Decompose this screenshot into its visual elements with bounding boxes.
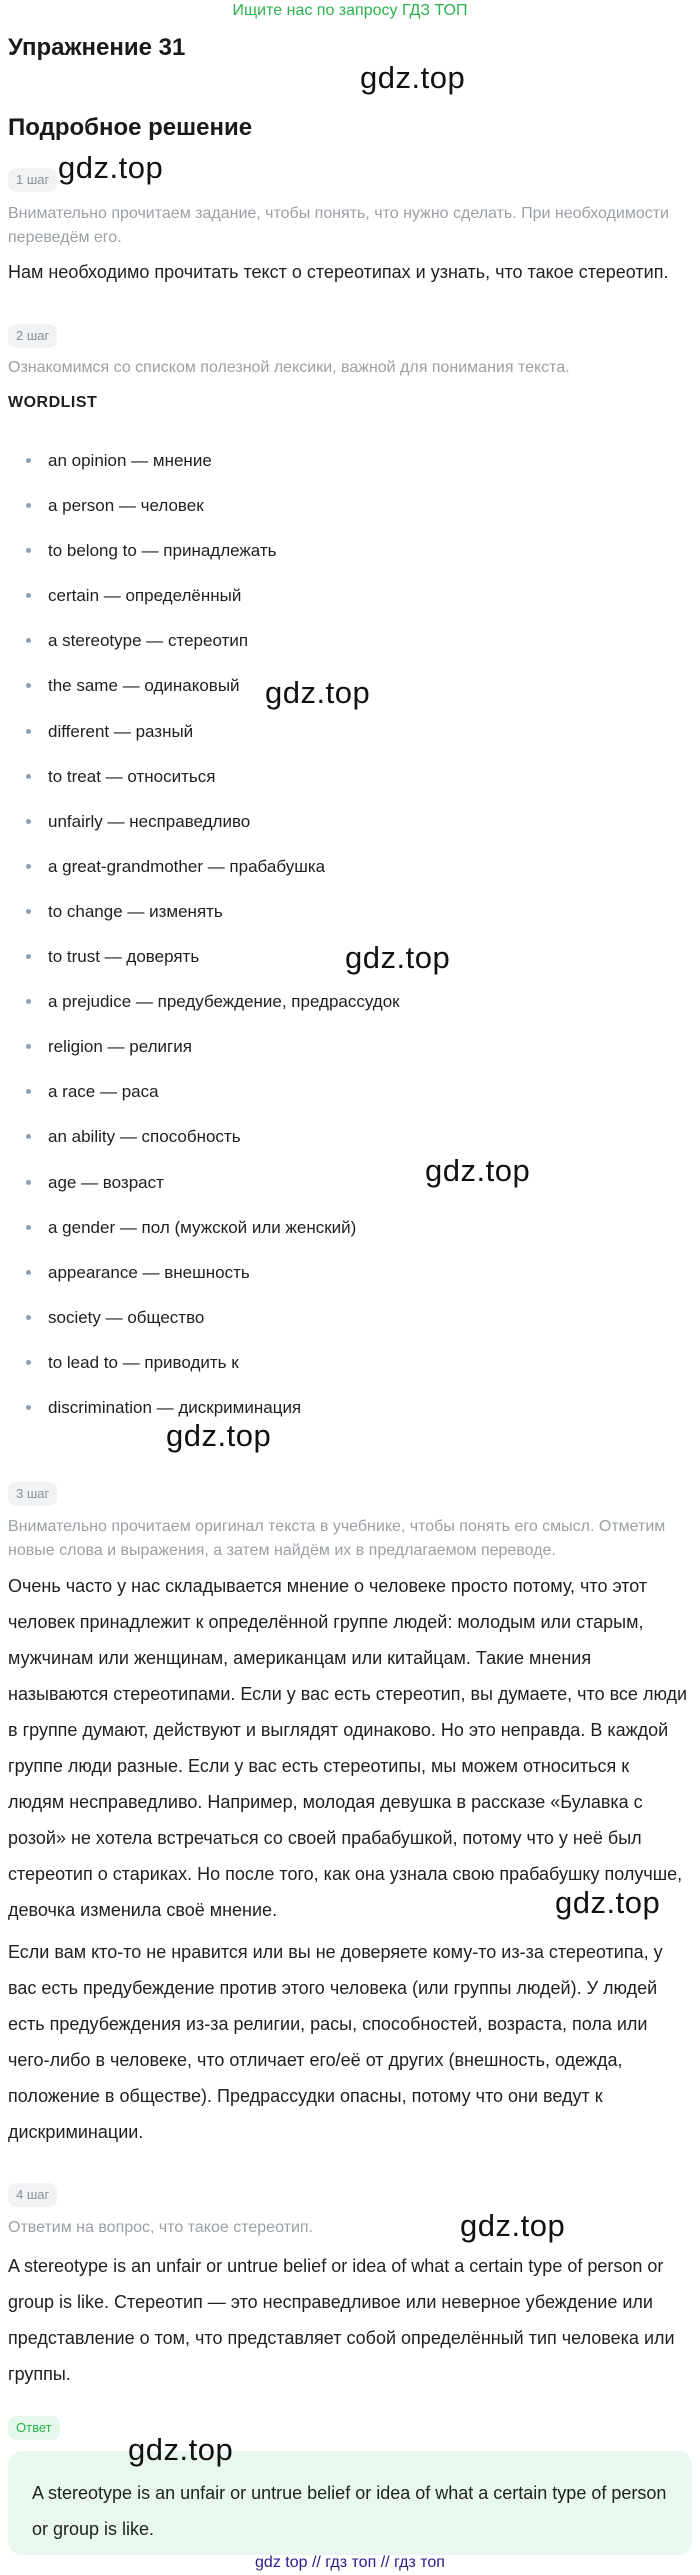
watermark: gdz.top: [345, 940, 451, 975]
footer-links[interactable]: gdz top // гдз топ // гдз топ: [255, 2554, 445, 2571]
list-item: a great-grandmother — прабабушка: [8, 844, 400, 889]
list-item: society — общество: [8, 1295, 400, 1340]
step-4-text: A stereotype is an unfair or untrue belief or idea of what a certain type of person or group is like. Стереотип — это несправедливое или неверное убеждение или представление о том, что представляет собой определённый тип человека или группы.: [8, 2256, 675, 2384]
list-item: age — возраст: [8, 1160, 400, 1205]
list-item: appearance — внешность: [8, 1250, 400, 1295]
watermark: gdz.top: [360, 60, 466, 95]
step-3-paragraph-1: Очень часто у нас складывается мнение о человеке просто потому, что этот человек принадлежит к определённой группе людей: молодым или старым, мужчинам или женщинам, американцам или китайцам. Такие мнения называются стереотипами. Если у вас есть стереотип, вы думаете, что все люди в группе думают, действуют и выглядят одинаково. Но это неправда. В каждой группе люди разные. Если у вас есть стереотипы, мы можем относиться к людям несправедливо. Например, молодая девушка в рассказе «Булавка с розой» не хотела встречаться со своей прабабушкой, потому что у неё был стереотип о стариках. Но после того, как она узнала свою прабабушку получше, девочка изменила своё мнение.: [8, 1576, 688, 1920]
watermark: gdz.top: [166, 1418, 272, 1453]
list-item: to treat — относиться: [8, 754, 400, 799]
step-3-badge: 3 шаг: [8, 1482, 57, 1506]
list-item: different — разный: [8, 709, 400, 754]
watermark: gdz.top: [58, 150, 164, 185]
solution-heading: Подробное решение: [8, 114, 253, 141]
watermark: gdz.top: [425, 1153, 531, 1188]
list-item: an opinion — мнение: [8, 438, 400, 483]
watermark: gdz.top: [265, 675, 371, 710]
search-banner[interactable]: Ищите нас по запросу ГДЗ ТОП: [232, 2, 468, 19]
list-item: certain — определённый: [8, 573, 400, 618]
list-item: a stereotype — стереотип: [8, 618, 400, 663]
list-item: discrimination — дискриминация: [8, 1385, 400, 1430]
step-1-note: Внимательно прочитаем задание, чтобы понять, что нужно сделать. При необходимости переведём его.: [8, 205, 669, 246]
list-item: to trust — доверять: [8, 934, 400, 979]
step-2-badge: 2 шаг: [8, 324, 57, 348]
wordlist: [8, 438, 400, 1430]
list-item: a gender — пол (мужской или женский): [8, 1205, 400, 1250]
answer-badge: Ответ: [8, 2416, 60, 2440]
answer-text: A stereotype is an unfair or untrue belief or idea of what a certain type of person or group is like.: [32, 2483, 667, 2539]
step-4-note: Ответим на вопрос, что такое стереотип.: [8, 2219, 313, 2236]
watermark: gdz.top: [460, 2208, 566, 2243]
watermark: gdz.top: [555, 1885, 661, 1920]
list-item: to belong to — принадлежать: [8, 528, 400, 573]
list-item: unfairly — несправедливо: [8, 799, 400, 844]
list-item: the same — одинаковый: [8, 663, 400, 708]
list-item: a person — человек: [8, 483, 400, 528]
step-4-badge: 4 шаг: [8, 2183, 57, 2207]
list-item: to change — изменять: [8, 889, 400, 934]
list-item: to lead to — приводить к: [8, 1340, 400, 1385]
list-item: a race — раса: [8, 1069, 400, 1114]
step-1-badge: 1 шаг: [8, 168, 57, 192]
list-item: an ability — способность: [8, 1114, 400, 1159]
step-2-note: Ознакомимся со списком полезной лексики, важной для понимания текста.: [8, 359, 570, 376]
list-item: a prejudice — предубеждение, предрассудок: [8, 979, 400, 1024]
exercise-title: Упражнение 31: [8, 34, 186, 61]
wordlist-title: WORDLIST: [8, 394, 98, 411]
list-item: religion — религия: [8, 1024, 400, 1069]
step-3-paragraph-2: Если вам кто-то не нравится или вы не доверяете кому-то из-за стереотипа, у вас есть предубеждение против этого человека (или группы людей). У людей есть предубеждения из-за религии, расы, способностей, возраста, пола или чего-либо в человеке, что отличает его/её от других (внешность, одежда, положение в обществе). Предрассудки опасны, потому что они ведут к дискриминации.: [8, 1942, 663, 2142]
step-1-text: Нам необходимо прочитать текст о стереотипах и узнать, что такое стереотип.: [8, 262, 669, 282]
step-3-note: Внимательно прочитаем оригинал текста в учебнике, чтобы понять его смысл. Отметим новые слова и выражения, а затем найдём их в предлагаемом переводе.: [8, 1518, 666, 1559]
watermark: gdz.top: [128, 2432, 234, 2467]
